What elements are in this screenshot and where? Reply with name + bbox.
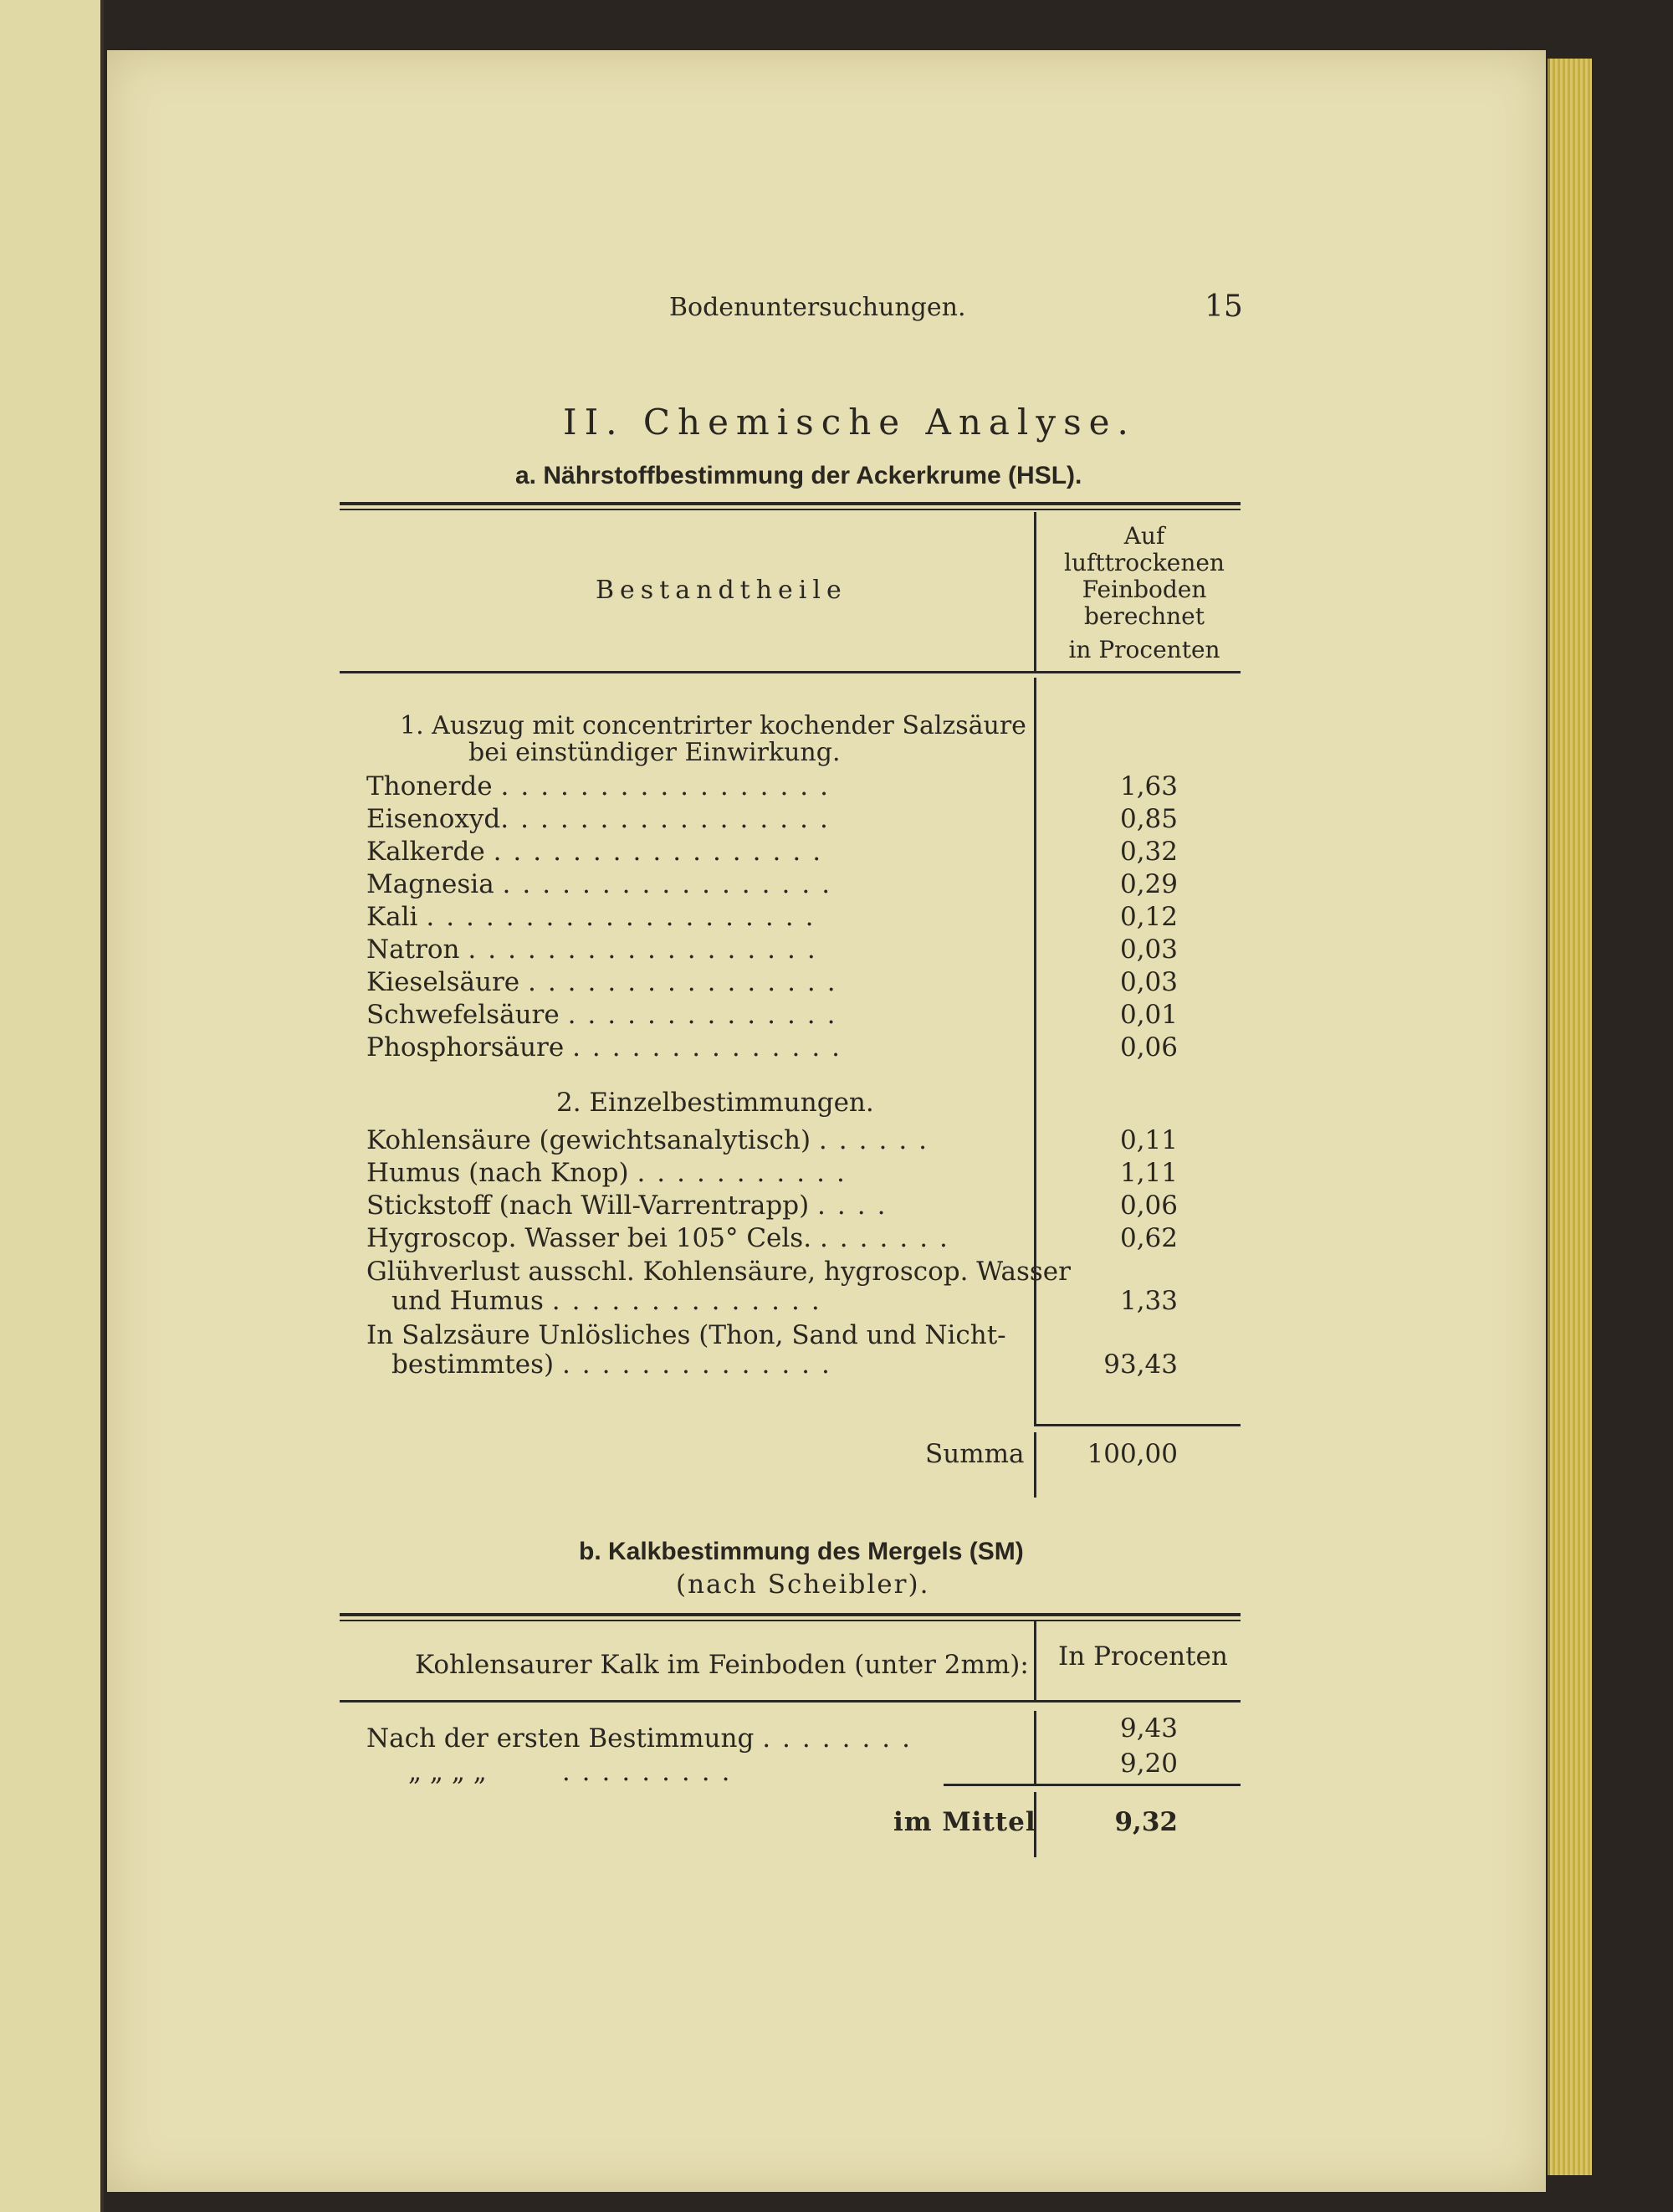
- row-kieselsaeure: Kieselsäure ................: [366, 967, 847, 997]
- row-natron: Natron ..................: [366, 934, 827, 965]
- table-a-body-divider: [1034, 678, 1036, 1426]
- mean-label: im Mittel: [893, 1807, 1036, 1837]
- value-kalkerde: 0,32: [1119, 837, 1178, 867]
- section-heading: II. Chemische Analyse.: [563, 402, 1136, 443]
- value-eisenoxyd: 0,85: [1119, 804, 1178, 834]
- value-kieselsaeure: 0,03: [1119, 967, 1178, 997]
- row-kohlensaeure: Kohlensäure (gewichtsanalytisch) ......: [366, 1125, 939, 1155]
- mean-rule: [944, 1784, 1241, 1786]
- table-b-row-2: „ „ „ „ .........: [408, 1757, 742, 1787]
- sum-label: Summa: [925, 1439, 1025, 1469]
- value-gluehverlust: 1,33: [1119, 1286, 1178, 1316]
- row-schwefelsaeure: Schwefelsäure ..............: [366, 1000, 847, 1030]
- table-b-top-rule: [340, 1613, 1241, 1616]
- row-thonerde: Thonerde .................: [366, 771, 841, 801]
- value-magnesia: 0,29: [1119, 869, 1178, 899]
- row-eisenoxyd: Eisenoxyd.................: [366, 804, 840, 834]
- mean-value: 9,32: [1114, 1807, 1178, 1837]
- table-a-top-rule-thin: [340, 509, 1241, 510]
- value-phosphorsaeure: 0,06: [1119, 1032, 1178, 1062]
- table-b-header-right: In Procenten: [1058, 1641, 1228, 1672]
- group1-title-line2: bei einstündiger Einwirkung.: [468, 738, 841, 767]
- table-b-top-rule-thin: [340, 1620, 1241, 1621]
- header-right-line-2: lufttrockenen: [1064, 549, 1225, 576]
- table-a-header-left: Bestandtheile: [596, 576, 847, 605]
- table-a-top-rule: [340, 502, 1241, 505]
- row-stickstoff: Stickstoff (nach Will-Varrentrapp) ....: [366, 1190, 898, 1221]
- value-natron: 0,03: [1119, 934, 1178, 965]
- table-b-caption: b. Kalkbestimmung des Mergels (SM): [579, 1538, 1024, 1565]
- table-b-value-1: 9,43: [1119, 1713, 1178, 1743]
- group1-title-line1: 1. Auszug mit concentrirter kochender Salzsäure: [400, 711, 1026, 740]
- table-b-value-2: 9,20: [1119, 1749, 1178, 1779]
- table-b-body-divider: [1034, 1711, 1036, 1784]
- value-kohlensaeure: 0,11: [1119, 1125, 1178, 1155]
- table-b-header-divider: [1034, 1621, 1036, 1702]
- header-right-line-4: berechnet: [1083, 602, 1205, 630]
- table-a-header-right: [1036, 523, 1253, 663]
- header-right-line-1: Auf: [1123, 522, 1165, 550]
- sum-rule: [1036, 1424, 1241, 1426]
- sum-value: 100,00: [1087, 1439, 1178, 1469]
- page-block-edges: [1548, 59, 1592, 2175]
- row-unloesliches-line1: In Salzsäure Unlösliches (Thon, Sand und Nicht-: [366, 1320, 1006, 1350]
- table-b-subcaption: (nach Scheibler).: [676, 1569, 930, 1600]
- row-hygroscop-wasser: Hygroscop. Wasser bei 105° Cels. .......: [366, 1223, 959, 1253]
- table-a-caption: a. Nährstoffbestimmung der Ackerkrume (HSL).: [515, 462, 1082, 489]
- table-a-header-divider: [1034, 512, 1036, 671]
- sum-divider: [1034, 1432, 1036, 1498]
- row-phosphorsaeure: Phosphorsäure ..............: [366, 1032, 852, 1062]
- table-b-header-left: Kohlensaurer Kalk im Feinboden (unter 2mm):: [415, 1650, 1029, 1680]
- table-a-header-rule: [340, 671, 1241, 673]
- value-thonerde: 1,63: [1119, 771, 1178, 801]
- value-stickstoff: 0,06: [1119, 1190, 1178, 1221]
- value-unloesliches: 93,43: [1103, 1349, 1178, 1380]
- row-magnesia: Magnesia .................: [366, 869, 842, 899]
- row-kalkerde: Kalkerde .................: [366, 837, 833, 867]
- row-kali: Kali ....................: [366, 902, 826, 932]
- book-page: [107, 50, 1546, 2192]
- value-humus: 1,11: [1119, 1158, 1178, 1188]
- value-hygroscop-wasser: 0,62: [1119, 1223, 1178, 1253]
- row-gluehverlust-line1: Glühverlust ausschl. Kohlensäure, hygroscop. Wasser: [366, 1257, 1071, 1287]
- row-unloesliches-line2: bestimmtes) ..............: [391, 1349, 842, 1380]
- header-right-line-3: Feinboden: [1082, 576, 1207, 603]
- previous-page-edge: [0, 0, 104, 2212]
- group2-title: 2. Einzelbestimmungen.: [556, 1088, 874, 1118]
- page-number: 15: [1205, 289, 1243, 324]
- row-humus: Humus (nach Knop) ...........: [366, 1158, 857, 1188]
- table-b-row-1: Nach der ersten Bestimmung ........: [366, 1723, 923, 1754]
- table-b-header-rule: [340, 1700, 1241, 1703]
- value-kali: 0,12: [1119, 902, 1178, 932]
- header-right-line-5: in Procenten: [1068, 636, 1220, 663]
- value-schwefelsaeure: 0,01: [1119, 1000, 1178, 1030]
- row-gluehverlust-line2: und Humus ..............: [391, 1286, 831, 1316]
- running-head-title: Bodenuntersuchungen.: [669, 293, 966, 322]
